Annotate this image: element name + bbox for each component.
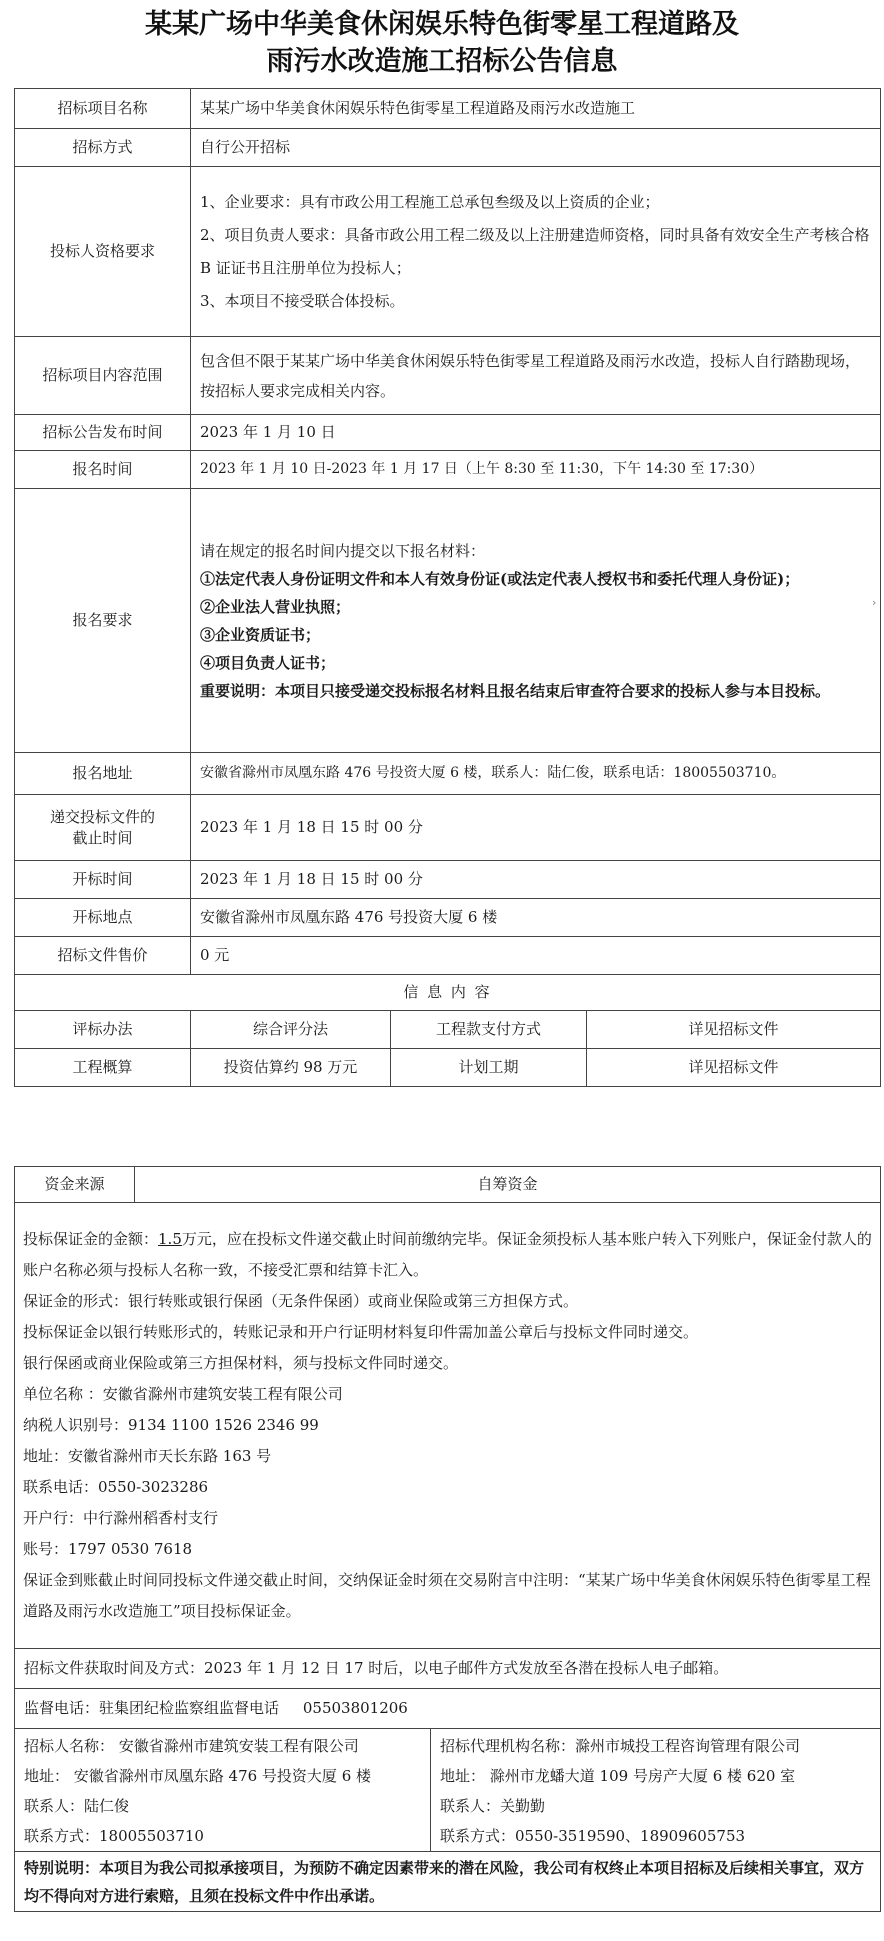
row-open-time (15, 861, 881, 899)
page-title (0, 6, 884, 80)
tenderer-info (15, 1729, 431, 1852)
deadline-label-line1: 递交投标文件的 (49, 807, 155, 826)
deposit-line: 投标保证金以银行转账形式的，转账记录和开户行证明材料复印件需加盖公章后与投标文件同时递交。 (23, 1323, 699, 1341)
qualification-item: 1、企业要求：具有市政公用工程施工总承包叁级及以上资质的企业； (200, 192, 660, 211)
deposit-line: 开户行：中行滁州稻香村支行 (23, 1509, 219, 1527)
signup-req-label: 报名要求 (15, 489, 191, 753)
scroll-arrow-icon[interactable]: › (872, 596, 877, 609)
deposit-line: 保证金到账截止时间同投标文件递交截止时间，交纳保证金时须在交易附言中注明：“某某广场中华美食休闲娱乐特色街零星工程道路及雨污水改造施工”项目投标保证金。 (23, 1571, 871, 1620)
signup-time-value: 2023 年 1 月 10 日-2023 年 1 月 17 日（上午 8:30 至 11:30，下午 14:30 至 17:30） (191, 451, 881, 489)
signup-req-item: ①法定代表人身份证明文件和本人有效身份证(或法定代表人授权书和委托代理人身份证)； (200, 569, 800, 588)
eval-method-value: 综合评分法 (191, 1011, 391, 1049)
tenderer-address: 地址： 安徽省滁州市凤凰东路 476 号投资大厦 6 楼 (24, 1767, 372, 1785)
estimate-label: 工程概算 (15, 1049, 191, 1087)
deposit-line: 账号：1797 0530 7618 (23, 1540, 193, 1558)
row-parties (15, 1729, 881, 1852)
scope-value: 包含但不限于某某广场中华美食休闲娱乐特色街零星工程道路及雨污水改造，投标人自行踏勘现场，按招标人要求完成相关内容。 (191, 337, 881, 415)
supervision-phone: 05503801206 (302, 1699, 408, 1717)
project-name-label: 招标项目名称 (15, 89, 191, 129)
row-method (15, 129, 881, 167)
funding-value: 自筹资金 (135, 1167, 881, 1203)
agent-info (431, 1729, 881, 1852)
signup-req-note: 重要说明：本项目只接受递交投标报名材料且报名结束后审查符合要求的投标人参与本目投标。 (200, 681, 831, 700)
project-name-value: 某某广场中华美食休闲娱乐特色街零星工程道路及雨污水改造施工 (191, 89, 881, 129)
title-line-1: 某某广场中华美食休闲娱乐特色街零星工程道路及 (145, 9, 739, 40)
signup-req-intro: 请在规定的报名时间内提交以下报名材料： (200, 541, 486, 560)
publish-time-value: 2023 年 1 月 10 日 (191, 415, 881, 451)
method-label: 招标方式 (15, 129, 191, 167)
deposit-line: 保证金的形式：银行转账或银行保函（无条件保函）或商业保险或第三方担保方式。 (23, 1292, 579, 1310)
row-info-2 (15, 1049, 881, 1087)
signup-time-label: 报名时间 (15, 451, 191, 489)
row-deadline (15, 795, 881, 861)
funding-label: 资金来源 (15, 1167, 135, 1203)
deposit-line: 地址：安徽省滁州市天长东路 163 号 (23, 1447, 272, 1465)
tender-info-table (14, 88, 881, 1087)
signup-req-item: ④项目负责人证书； (200, 653, 336, 672)
row-scope (15, 337, 881, 415)
scope-label: 招标项目内容范围 (15, 337, 191, 415)
publish-time-label: 招标公告发布时间 (15, 415, 191, 451)
agent-contact: 联系人：关勤勤 (440, 1797, 546, 1815)
deadline-label (15, 795, 191, 861)
deadline-label-line2: 截止时间 (72, 828, 133, 847)
payment-method-value: 详见招标文件 (587, 1011, 881, 1049)
row-qualification (15, 167, 881, 337)
row-signup-address (15, 753, 881, 795)
qualification-item: 3、本项目不接受联合体投标。 (200, 291, 405, 310)
row-info-header (15, 975, 881, 1011)
deposit-amount-line (23, 1224, 872, 1286)
row-signup-req (15, 489, 881, 753)
agent-address: 地址： 滁州市龙蟠大道 109 号房产大厦 6 楼 620 室 (440, 1767, 796, 1785)
signup-address-value: 安徽省滁州市凤凰东路 476 号投资大厦 6 楼，联系人：陆仁俊，联系电话：18005503710。 (191, 753, 881, 795)
deposit-table (14, 1166, 881, 1912)
open-time-label: 开标时间 (15, 861, 191, 899)
row-supervision (15, 1689, 881, 1729)
tenderer-phone: 联系方式：18005503710 (24, 1827, 204, 1845)
deposit-line: 银行保函或商业保险或第三方担保材料，须与投标文件同时递交。 (23, 1354, 459, 1372)
row-special-note (15, 1852, 881, 1912)
deposit-amount-suffix: 万元，应在投标文件递交截止时间前缴纳完毕。保证金须投标人基本账户转入下列账户，保证金付款人的账户名称必须与投标人名称一致，不接受汇票和结算卡汇入。 (23, 1230, 872, 1279)
tenderer-contact: 联系人：陆仁俊 (24, 1797, 130, 1815)
deposit-content (15, 1203, 881, 1649)
qualification-item: 2、项目负责人要求：具备市政公用工程二级及以上注册建造师资格，同时具备有效安全生产考核合格 B 证证书且注册单位为投标人； (200, 225, 870, 277)
open-place-value: 安徽省滁州市凤凰东路 476 号投资大厦 6 楼 (191, 899, 881, 937)
row-signup-time (15, 451, 881, 489)
method-value: 自行公开招标 (191, 129, 881, 167)
tenderer-name: 招标人名称： 安徽省滁州市建筑安装工程有限公司 (24, 1737, 359, 1755)
info-header: 信 息 内 容 (15, 975, 881, 1011)
doc-obtain: 招标文件获取时间及方式：2023 年 1 月 12 日 17 时后，以电子邮件方式发放至各潜在投标人电子邮箱。 (15, 1649, 881, 1689)
row-project-name (15, 89, 881, 129)
supervision (15, 1689, 881, 1729)
price-value: 0 元 (191, 937, 881, 975)
supervision-label: 监督电话：驻集团纪检监察组监督电话 (24, 1699, 280, 1717)
open-place-label: 开标地点 (15, 899, 191, 937)
signup-req-item: ③企业资质证书； (200, 625, 321, 644)
duration-value: 详见招标文件 (587, 1049, 881, 1087)
qualification-label: 投标人资格要求 (15, 167, 191, 337)
deposit-line: 联系电话：0550-3023286 (23, 1478, 209, 1496)
deadline-value: 2023 年 1 月 18 日 15 时 00 分 (191, 795, 881, 861)
payment-method-label: 工程款支付方式 (391, 1011, 587, 1049)
deposit-amount-prefix: 投标保证金的金额： (23, 1230, 159, 1248)
eval-method-label: 评标办法 (15, 1011, 191, 1049)
deposit-line: 单位名称 ：安徽省滁州市建筑安装工程有限公司 (23, 1385, 343, 1403)
row-doc-obtain (15, 1649, 881, 1689)
signup-req-item: ②企业法人营业执照； (200, 597, 351, 616)
row-open-place (15, 899, 881, 937)
row-deposit (15, 1203, 881, 1649)
agent-phone: 联系方式：0550-3519590、18909605753 (440, 1827, 746, 1845)
open-time-value: 2023 年 1 月 18 日 15 时 00 分 (191, 861, 881, 899)
row-publish-time (15, 415, 881, 451)
duration-label: 计划工期 (391, 1049, 587, 1087)
title-line-2: 雨污水改造施工招标公告信息 (266, 46, 618, 77)
estimate-value: 投资估算约 98 万元 (191, 1049, 391, 1087)
agent-name: 招标代理机构名称：滁州市城投工程咨询管理有限公司 (440, 1737, 801, 1755)
signup-address-label: 报名地址 (15, 753, 191, 795)
price-label: 招标文件售价 (15, 937, 191, 975)
special-note: 特别说明：本项目为我公司拟承接项目，为预防不确定因素带来的潜在风险，我公司有权终止本项目招标及后续相关事宜，双方均不得向对方进行索赔，且须在投标文件中作出承诺。 (15, 1852, 881, 1912)
deposit-amount: 1.5 (158, 1230, 182, 1248)
row-funding (15, 1167, 881, 1203)
signup-req-value (191, 489, 881, 753)
qualification-value (191, 167, 881, 337)
row-info-1 (15, 1011, 881, 1049)
deposit-line: 纳税人识别号：9134 1100 1526 2346 99 (23, 1416, 319, 1434)
row-price (15, 937, 881, 975)
